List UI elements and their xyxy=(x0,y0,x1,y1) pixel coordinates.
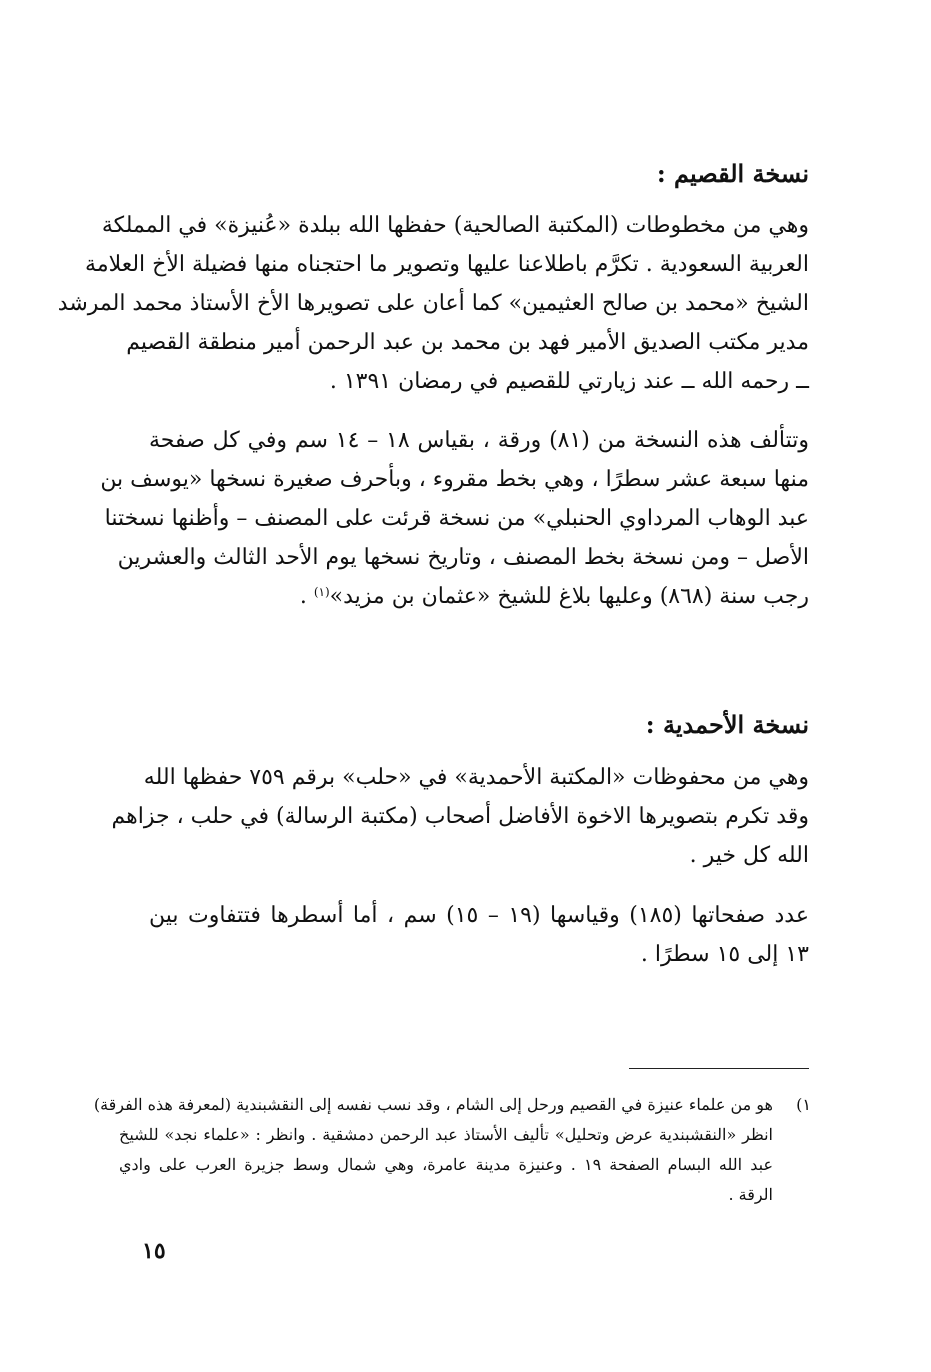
footnote-separator xyxy=(629,1068,809,1069)
text-line: ــ رحمه الله ــ عند زيارتي للقصيم في رمضان ١٣٩١ . xyxy=(329,369,809,394)
footnote-line: عبد الله البسام الصفحة ١٩ . وعنيزة مدينة عامرة، وهي شمال وسط جزيرة العرب على وادي xyxy=(119,1155,773,1174)
text-line-content: رجب سنة (٨٦٨) وعليها بلاغ للشيخ «عثمان بن مزيد» xyxy=(329,584,809,609)
footnote-reference: (١) xyxy=(313,585,330,599)
footnote-number: ١) xyxy=(796,1095,811,1114)
text-line xyxy=(149,577,809,616)
text-line: الشيخ «محمد بن صالح العثيمين» كما أعان على تصويرها الأخ الأستاذ محمد المرشد xyxy=(57,291,809,316)
page-number: ١٥ xyxy=(142,1238,166,1264)
footnote xyxy=(93,1090,811,1210)
text-line: العربية السعودية . تكرَّم باطلاعنا عليها وتصوير ما احتجناه منها فضيلة الأخ العلامة xyxy=(85,252,809,277)
section-heading-ahmadiyya: نسخة الأحمدية : xyxy=(645,710,809,739)
paragraph-qassim-description xyxy=(57,206,809,401)
text-line: وهي من مخطوطات (المكتبة الصالحية) حفظها الله ببلدة «عُنيزة» في المملكة xyxy=(101,213,809,238)
text-line-end: . xyxy=(299,584,314,609)
paragraph-ahmadiyya-details xyxy=(149,896,809,974)
text-line: ١٣ إلى ١٥ سطرًا . xyxy=(640,942,809,967)
footnote-line: انظر «النقشبندية عرض وتحليل» تأليف الأستاذ عبد الرحمن دمشقية . وانظر : «علماء نجد» للشيخ xyxy=(119,1125,773,1144)
text-line: وتتألف هذه النسخة من (٨١) ورقة ، بقياس ١٨ – ١٤ سم وفي كل صفحة xyxy=(149,428,809,453)
text-line: وقد تكرم بتصويرها الاخوة الأفاضل أصحاب (مكتبة الرسالة) في حلب ، جزاهم xyxy=(111,804,809,829)
text-line: مدير مكتب الصديق الأمير فهد بن محمد بن عبد الرحمن أمير منطقة القصيم xyxy=(126,330,809,355)
footnote-body xyxy=(93,1090,773,1210)
text-line: عدد صفحاتها (١٨٥) وقياسها (١٩ – ١٥) سم ، أما أسطرها فتتفاوت بين xyxy=(149,903,809,928)
paragraph-qassim-details xyxy=(100,421,809,616)
section-heading-qassim: نسخة القصيم : xyxy=(656,159,809,188)
text-line: الله كل خير . xyxy=(689,843,809,868)
text-line: وهي من محفوظات «المكتبة الأحمدية» في «حلب» برقم ٧٥٩ حفظها الله xyxy=(143,765,809,790)
text-line: الأصل – ومن نسخة بخط المصنف ، وتاريخ نسخها يوم الأحد الثالث والعشرين xyxy=(117,545,809,570)
text-line: عبد الوهاب المرداوي الحنبلي» من نسخة قرئت على المصنف – وأظنها نسختنا xyxy=(104,506,809,531)
footnote-line: هو من علماء عنيزة في القصيم ورحل إلى الشام ، وقد نسب نفسه إلى النقشبندية (لمعرفة هذه الفرقة) xyxy=(93,1095,773,1114)
footnote-line: الرقة . xyxy=(728,1185,773,1204)
paragraph-ahmadiyya-description xyxy=(111,758,809,875)
text-line: منها سبعة عشر سطرًا ، وهي بخط مقروء ، وبأحرف صغيرة نسخها «يوسف بن xyxy=(100,467,809,492)
